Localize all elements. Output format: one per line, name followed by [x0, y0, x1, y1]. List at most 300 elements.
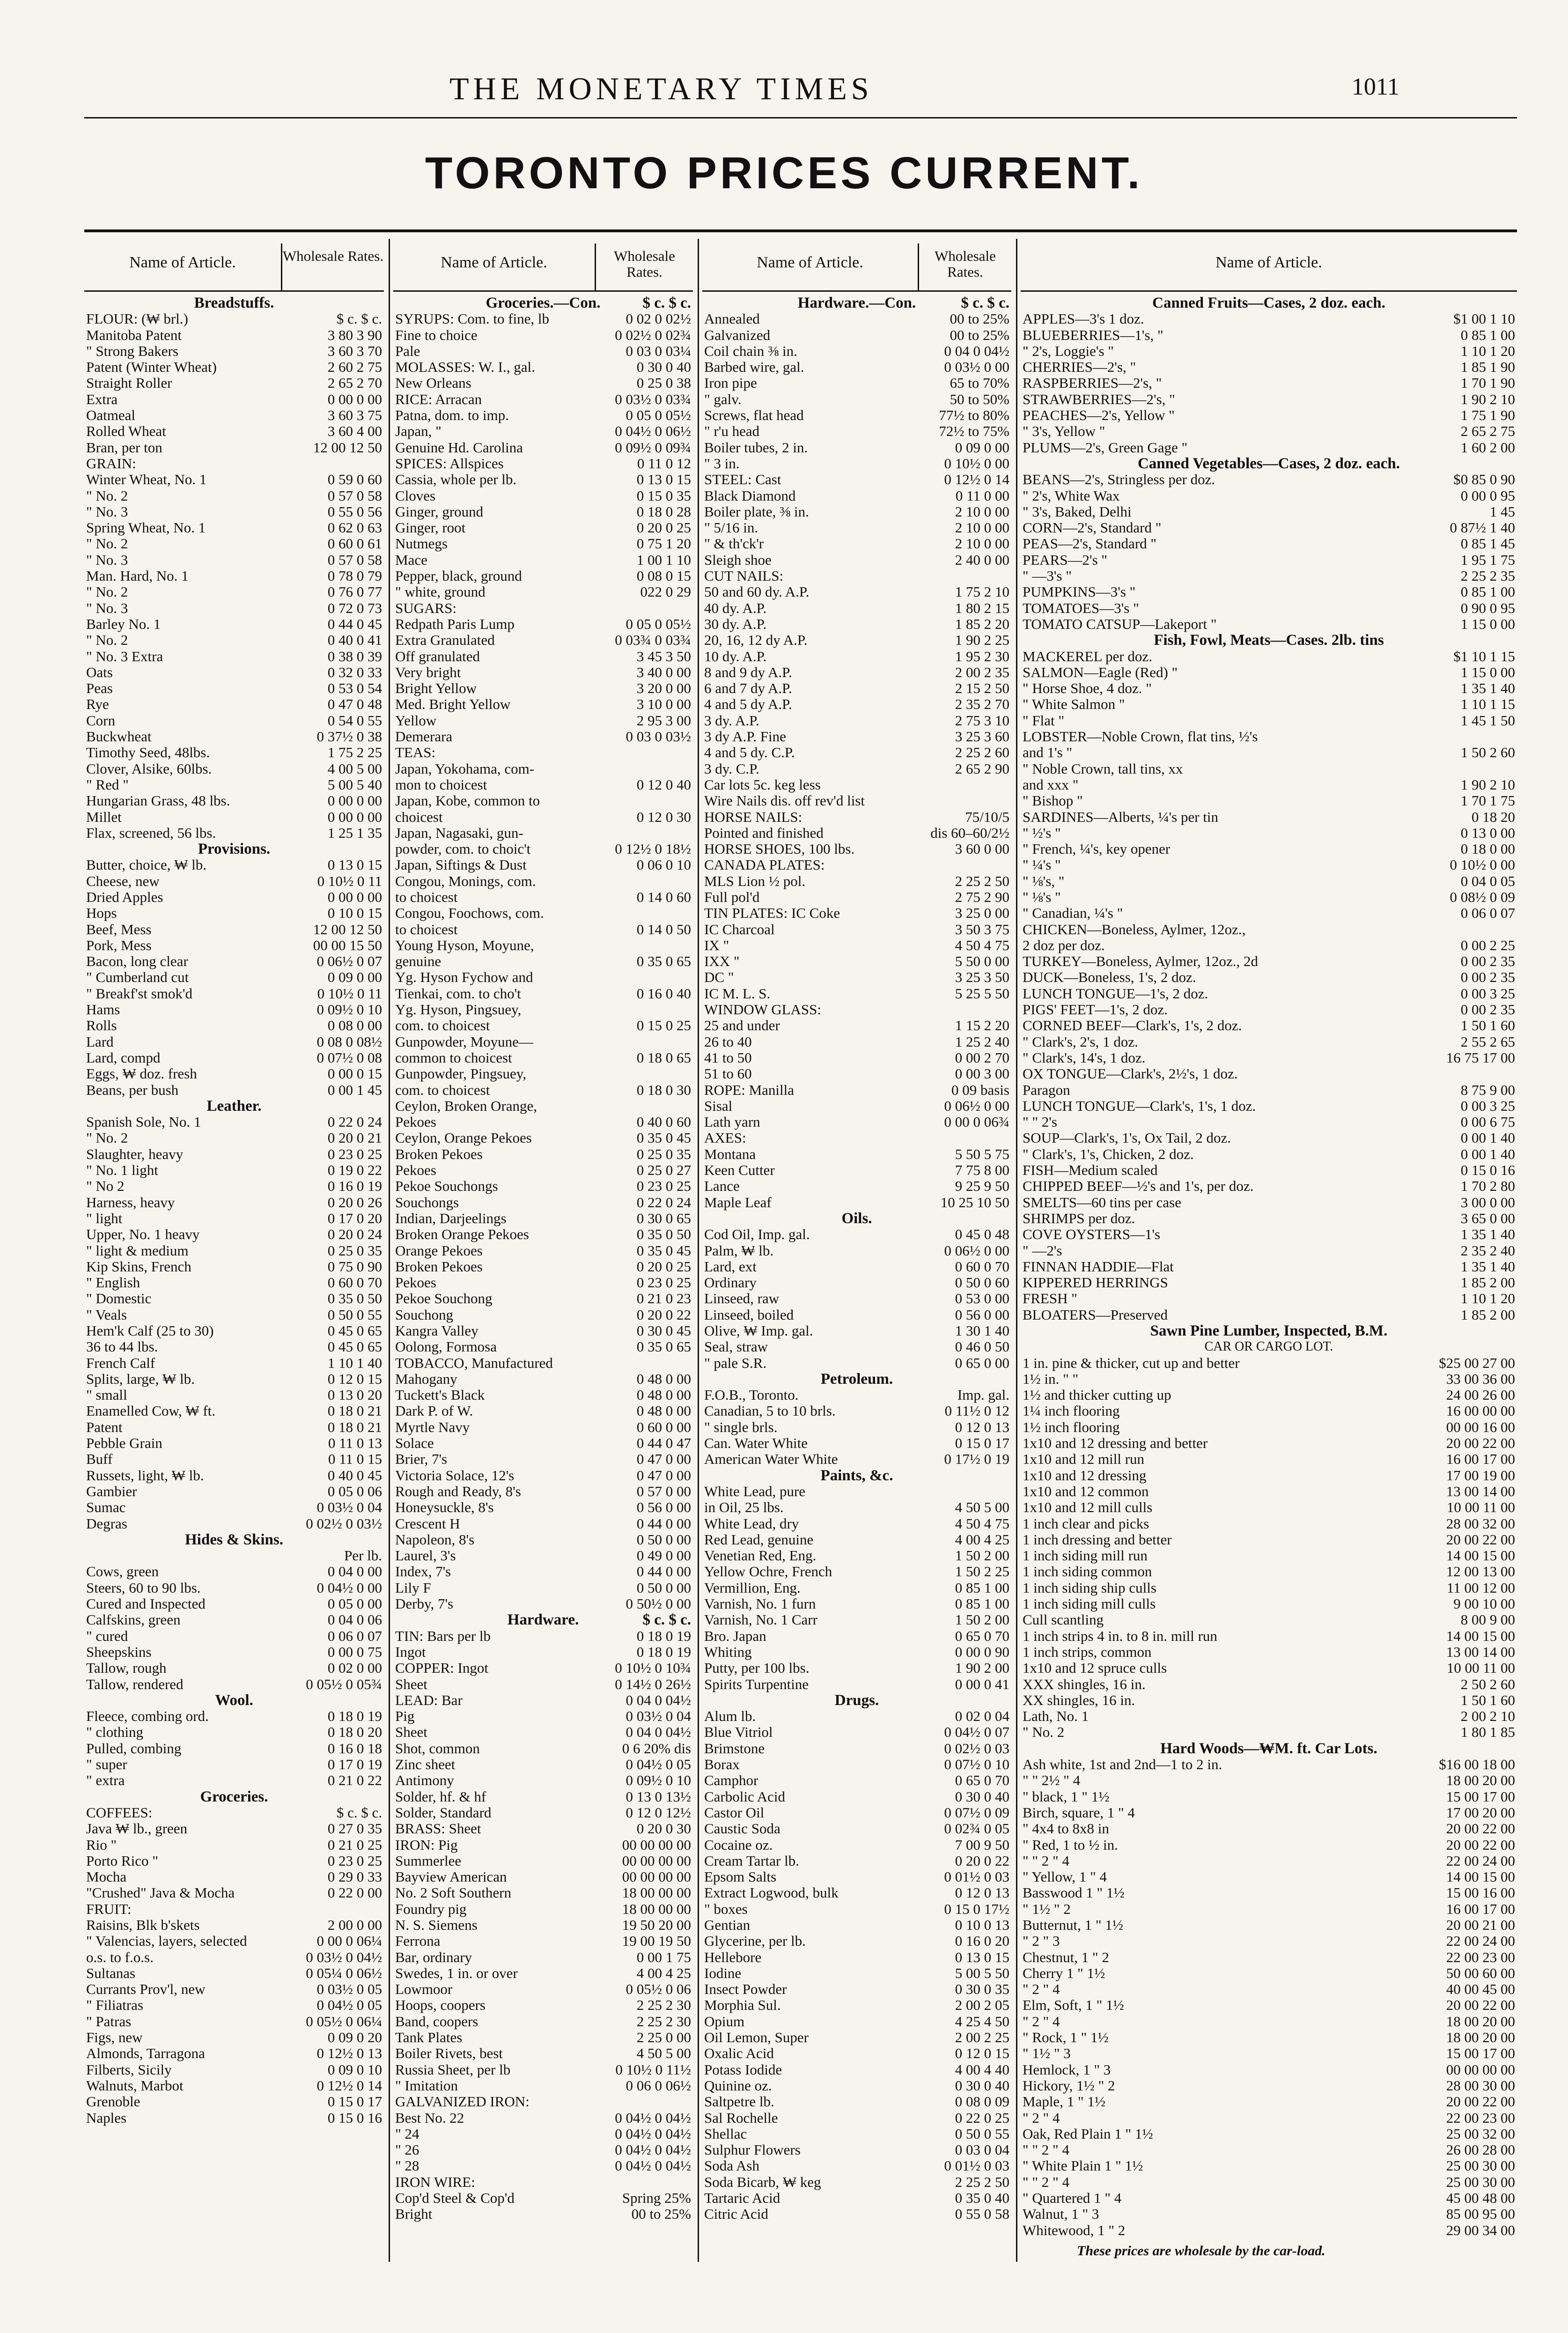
- wholesale-rate: 20 00 22 00: [1446, 2094, 1515, 2110]
- price-row: [1021, 1114, 1517, 1130]
- wholesale-rate: 3 45 3 50: [636, 648, 691, 664]
- article-name: Napoleon, 8's: [395, 1531, 475, 1548]
- wholesale-rate: 12 00 12 50: [313, 439, 382, 456]
- wholesale-rate: 1 30 1 40: [955, 1323, 1009, 1339]
- price-row: [702, 1066, 1011, 1082]
- article-name: IXX ": [704, 953, 740, 970]
- article-name: Boiler plate, ⅜ in.: [704, 503, 809, 520]
- page-number: 1011: [1351, 74, 1399, 100]
- wholesale-rate: 0 44 0 00: [636, 1515, 691, 1532]
- article-name: Castor Oil: [704, 1804, 765, 1821]
- article-name: o.s. to f.o.s.: [86, 1949, 154, 1965]
- article-name: Hoops, coopers: [395, 1997, 486, 2014]
- price-row: [84, 568, 384, 584]
- wholesale-rate: 0 00 0 15: [327, 1066, 382, 1082]
- wholesale-rate: 0 11½ 0 12: [944, 1403, 1009, 1419]
- article-name: Maple, 1 " 1½: [1023, 2094, 1106, 2110]
- article-name: " galv.: [704, 391, 742, 407]
- wholesale-rate: 24 00 26 00: [1446, 1387, 1515, 1403]
- article-name: Hem'k Calf (25 to 30): [86, 1323, 214, 1339]
- article-name: BEANS—2's, Stringless per doz.: [1023, 472, 1215, 488]
- wholesale-rate: 0 10½ 0 10¾: [615, 1660, 691, 1676]
- wholesale-rate: 3 60 3 70: [327, 343, 382, 359]
- article-name: 1 inch clear and picks: [1023, 1515, 1149, 1532]
- article-name: Java ₩ lb., green: [86, 1821, 188, 1837]
- article-name: Birch, square, 1 " 4: [1023, 1804, 1135, 1821]
- article-name: " Imitation: [395, 2077, 458, 2094]
- price-row: [702, 1451, 1011, 1467]
- price-row: [702, 536, 1011, 552]
- article-name: Epsom Salts: [704, 1869, 777, 1885]
- price-row: [84, 632, 384, 648]
- article-name: Sumac: [86, 1499, 126, 1516]
- wholesale-rate: $ c. $ c.: [642, 295, 691, 311]
- wholesale-rate: 0 21 0 23: [636, 1291, 691, 1307]
- name-header: Name of Article.: [129, 254, 236, 271]
- wholesale-rate: 4 00 4 25: [955, 1531, 1009, 1548]
- article-name: " ¼'s ": [1023, 857, 1061, 873]
- wholesale-rate: 0 00 0 00: [327, 889, 382, 905]
- article-name: " boxes: [704, 1901, 748, 1917]
- article-name: Hickory, 1½ " 2: [1023, 2077, 1115, 2094]
- price-row: [84, 777, 384, 793]
- wholesale-rate: 0 14 0 50: [636, 921, 691, 938]
- wholesale-rate: 0 09 0 00: [327, 969, 382, 986]
- article-name: COFFEES:: [86, 1804, 153, 1821]
- wholesale-rate: 1 45: [1489, 503, 1515, 520]
- price-row: [1021, 1532, 1517, 1548]
- wholesale-rate: 0 35 0 65: [636, 953, 691, 970]
- price-row: [1021, 1821, 1517, 1837]
- wholesale-rate: 0 00 2 35: [1460, 953, 1515, 970]
- wholesale-rate: 10 00 11 00: [1446, 1660, 1515, 1676]
- column-body: [84, 295, 384, 2262]
- wholesale-rate: 15 00 17 00: [1446, 2045, 1515, 2062]
- wholesale-rate: 22 00 24 00: [1446, 1853, 1515, 1869]
- price-row: [393, 2014, 693, 2030]
- price-row: [393, 1195, 693, 1211]
- article-name: Lard, ext: [704, 1258, 757, 1275]
- price-row: [702, 2110, 1011, 2126]
- price-row: [1021, 1419, 1517, 1435]
- wholesale-rate: 0 13 0 13½: [626, 1788, 691, 1805]
- article-name: Alum lb.: [704, 1708, 756, 1725]
- price-row: [393, 922, 693, 938]
- wholesale-rate: 0 22 0 25: [955, 2110, 1009, 2126]
- price-row: [84, 745, 384, 760]
- price-row: [1021, 1259, 1517, 1275]
- section-heading: [702, 1371, 1011, 1387]
- article-name: Splits, large, ₩ lb.: [86, 1371, 195, 1387]
- price-row: [393, 616, 693, 632]
- article-name: Opium: [704, 2013, 745, 2030]
- wholesale-rate: 10 25 10 50: [940, 1194, 1009, 1211]
- price-row: [1021, 1066, 1517, 1082]
- wholesale-rate: 1 50 1 60: [1460, 1692, 1515, 1708]
- article-name: " Domestic: [86, 1291, 152, 1307]
- price-row: [702, 1901, 1011, 1917]
- wholesale-rate: 0 03¾ 0 03¾: [615, 632, 691, 649]
- wholesale-rate: 2 25 2 60: [955, 745, 1009, 761]
- wholesale-rate: 0 23 0 25: [327, 1853, 382, 1869]
- price-row: [1021, 2158, 1517, 2174]
- price-row: [702, 1403, 1011, 1419]
- article-name: Barley No. 1: [86, 616, 161, 632]
- article-name: " super: [86, 1757, 127, 1773]
- article-name: 50 and 60 dy. A.P.: [704, 584, 810, 600]
- article-name: Sisal: [704, 1098, 733, 1114]
- price-row: [1021, 472, 1517, 487]
- article-name: 36 to 44 lbs.: [86, 1339, 158, 1355]
- article-name: CORN—2's, Standard ": [1023, 520, 1162, 536]
- article-name: Tallow, rendered: [86, 1676, 184, 1692]
- price-row: [702, 1195, 1011, 1211]
- wholesale-rate: 0 05¼ 0 06½: [306, 1965, 382, 1981]
- article-name: 1½ inch flooring: [1023, 1419, 1120, 1435]
- wholesale-rate: 0 09 0 20: [327, 2030, 382, 2046]
- article-name: XXX shingles, 16 in.: [1023, 1676, 1146, 1692]
- price-row: [393, 1772, 693, 1788]
- price-row: [1021, 680, 1517, 696]
- article-name: " Breakf'st smok'd: [86, 985, 193, 1002]
- price-row: [1021, 1949, 1517, 1965]
- wholesale-rate: 0 12 0 13: [955, 1885, 1009, 1901]
- wholesale-rate: 0 10½ 0 11: [317, 873, 382, 889]
- price-row: [84, 391, 384, 407]
- price-row: [393, 938, 693, 953]
- article-name: " No. 2: [86, 632, 128, 649]
- article-name: Congou, Monings, com.: [395, 873, 536, 889]
- wholesale-rate: 0 62 0 63: [327, 520, 382, 536]
- wholesale-rate: 0 6 20% dis: [622, 1740, 691, 1757]
- price-row: [702, 2158, 1011, 2174]
- price-row: [702, 423, 1011, 439]
- wholesale-rate: 1 70 1 90: [1460, 375, 1515, 391]
- article-name: Almonds, Tarragona: [86, 2045, 205, 2062]
- article-name: Potass Iodide: [704, 2061, 782, 2078]
- article-name: " 1½ " 3: [1023, 2045, 1071, 2062]
- wholesale-rate: 0 57 0 58: [327, 552, 382, 568]
- price-row: [84, 1564, 384, 1580]
- wholesale-rate: 0 15 0 25: [636, 1018, 691, 1034]
- wholesale-rate: 0 13 0 15: [955, 1949, 1009, 1965]
- wholesale-rate: 0 23 0 25: [636, 1178, 691, 1195]
- article-name: Red Lead, genuine: [704, 1531, 814, 1548]
- article-name: Saltpetre lb.: [704, 2094, 774, 2110]
- price-row: [702, 1580, 1011, 1596]
- wholesale-rate: 0 06 0 07: [1460, 905, 1515, 922]
- wholesale-rate: 0 56 0 00: [636, 1499, 691, 1516]
- wholesale-rate: 0 00 1 45: [327, 1082, 382, 1098]
- article-name: Pig: [395, 1708, 415, 1725]
- article-name: Peas: [86, 680, 113, 697]
- article-name: " No. 2: [86, 536, 128, 552]
- price-row: [1021, 1275, 1517, 1291]
- wholesale-rate: 0 18 0 20: [327, 1724, 382, 1741]
- article-name: Gentian: [704, 1917, 751, 1933]
- wholesale-rate: 0 65 0 70: [955, 1628, 1009, 1644]
- price-row: [84, 1596, 384, 1612]
- price-row: [702, 1805, 1011, 1821]
- wholesale-rate: 0 00 0 00: [327, 391, 382, 407]
- wholesale-rate: 33 00 36 00: [1446, 1371, 1515, 1387]
- wholesale-rate: 00 00 00 00: [622, 1837, 691, 1853]
- price-row: [702, 1676, 1011, 1692]
- price-row: [1021, 391, 1517, 407]
- article-name: Drugs.: [834, 1692, 879, 1709]
- wholesale-rate: 0 01½ 0 03: [944, 1869, 1009, 1885]
- price-row: [393, 761, 693, 777]
- article-name: Linseed, raw: [704, 1291, 780, 1307]
- wholesale-rate: 0 04 0 04½: [944, 343, 1009, 359]
- price-row: [702, 809, 1011, 825]
- price-row: [84, 1226, 384, 1242]
- wholesale-rate: 2 35 2 40: [1460, 1242, 1515, 1259]
- price-row: [393, 1853, 693, 1869]
- article-name: Cows, green: [86, 1564, 159, 1580]
- wholesale-rate: 0 08 0 15: [636, 568, 691, 584]
- price-row: [1021, 440, 1517, 456]
- wholesale-rate: 16 00 17 00: [1446, 1901, 1515, 1917]
- wholesale-rate: 2 55 2 65: [1460, 1034, 1515, 1050]
- article-name: Hardware.—Con.: [797, 295, 916, 311]
- price-row: [702, 1789, 1011, 1805]
- price-row: [393, 632, 693, 648]
- price-row: [84, 857, 384, 873]
- wholesale-rate: 1 80 1 85: [1460, 1724, 1515, 1741]
- price-row: [702, 1499, 1011, 1515]
- price-row: [393, 2045, 693, 2061]
- price-row: [393, 1548, 693, 1564]
- wholesale-rate: 0 85 1 00: [1460, 584, 1515, 600]
- article-name: RASPBERRIES—2's, ": [1023, 375, 1162, 391]
- price-row: [393, 986, 693, 1002]
- price-row: [702, 616, 1011, 632]
- article-name: Orange Pekoes: [395, 1242, 483, 1259]
- price-row: [702, 311, 1011, 327]
- wholesale-rate: 0 11 0 00: [955, 487, 1009, 504]
- article-name: Kangra Valley: [395, 1323, 478, 1339]
- article-name: Bran, per ton: [86, 439, 162, 456]
- article-name: 1 inch strips, common: [1023, 1644, 1152, 1660]
- price-row: [1021, 1291, 1517, 1307]
- section-heading: [84, 1789, 384, 1805]
- wholesale-rate: $25 00 27 00: [1439, 1355, 1515, 1371]
- wholesale-rate: 2 35 2 70: [955, 696, 1009, 713]
- article-name: Oil Lemon, Super: [704, 2030, 809, 2046]
- wholesale-rate: 0 10 0 13: [955, 1917, 1009, 1933]
- price-row: [702, 1917, 1011, 1933]
- price-row: [702, 407, 1011, 423]
- price-row: [702, 1082, 1011, 1098]
- wholesale-rate: 0 30 0 45: [636, 1323, 691, 1339]
- article-name: Soda Ash: [704, 2158, 759, 2174]
- article-name: Foundry pig: [395, 1901, 467, 1917]
- price-row: [393, 2110, 693, 2126]
- wholesale-rate: 8 00 9 00: [1460, 1612, 1515, 1628]
- price-row: [393, 1564, 693, 1580]
- wholesale-rate: 12 00 12 50: [313, 921, 382, 938]
- article-name: " 3's, Yellow ": [1023, 423, 1105, 440]
- price-row: [84, 680, 384, 696]
- price-row: [393, 1965, 693, 1981]
- price-column-1: [84, 239, 384, 2262]
- wholesale-rate: 0 12 0 30: [636, 809, 691, 825]
- wholesale-rate: 12 00 13 00: [1446, 1564, 1515, 1580]
- price-row: [1021, 423, 1517, 439]
- price-row: [702, 2126, 1011, 2142]
- price-row: [1021, 649, 1517, 664]
- price-row: [84, 536, 384, 552]
- wholesale-rate: 0 07½ 0 10: [944, 1757, 1009, 1773]
- wholesale-rate: 13 00 14 00: [1446, 1644, 1515, 1660]
- wholesale-rate: 1 15 0 00: [1460, 664, 1515, 680]
- article-name: COVE OYSTERS—1's: [1023, 1226, 1161, 1243]
- article-name: Breadstuffs.: [194, 295, 274, 311]
- price-row: [84, 1403, 384, 1419]
- price-row: [84, 1917, 384, 1933]
- wholesale-rate: 45 00 48 00: [1446, 2190, 1515, 2207]
- price-row: [84, 1499, 384, 1515]
- wholesale-rate: 1 50 2 25: [955, 1564, 1009, 1580]
- wholesale-rate: 72½ to 75%: [939, 423, 1009, 440]
- price-row: [702, 1548, 1011, 1564]
- rates-header: Wholesale Rates.: [281, 244, 384, 290]
- wholesale-rate: 0 15 0 17: [955, 1435, 1009, 1452]
- article-name: " Flat ": [1023, 712, 1065, 729]
- wholesale-rate: 5 50 5 75: [955, 1146, 1009, 1162]
- price-row: [702, 1837, 1011, 1853]
- price-row: [1021, 793, 1517, 809]
- article-name: CORNED BEEF—Clark's, 1's, 2 doz.: [1023, 1018, 1242, 1034]
- price-row: [84, 1724, 384, 1740]
- price-row: [84, 1676, 384, 1692]
- article-name: 26 to 40: [704, 1034, 752, 1050]
- price-row: [393, 1066, 693, 1082]
- wholesale-rate: 0 60 0 00: [636, 1419, 691, 1435]
- wholesale-rate: 0 21 0 25: [327, 1837, 382, 1853]
- running-title: THE MONETARY TIMES: [449, 71, 873, 106]
- article-name: FISH—Medium scaled: [1023, 1162, 1158, 1179]
- price-row: [702, 873, 1011, 889]
- price-row: [1021, 2030, 1517, 2045]
- price-row: [1021, 1805, 1517, 1821]
- price-row: [1021, 938, 1517, 953]
- wholesale-rate: 0 12 0 12½: [626, 1804, 691, 1821]
- price-row: [1021, 2126, 1517, 2142]
- article-name: Upper, No. 1 heavy: [86, 1226, 200, 1243]
- article-name: Beef, Mess: [86, 921, 152, 938]
- price-row: [702, 343, 1011, 359]
- price-row: [1021, 1676, 1517, 1692]
- article-name: " 5/16 in.: [704, 520, 758, 536]
- article-name: " Rock, 1 " 1½: [1023, 2030, 1109, 2046]
- price-row: [1021, 1403, 1517, 1419]
- price-row: [393, 1018, 693, 1034]
- price-row: [1021, 1901, 1517, 1917]
- article-name: HORSE SHOES, 100 lbs.: [704, 841, 855, 857]
- article-name: Derby, 7's: [395, 1596, 454, 1612]
- wholesale-rate: 0 18 0 28: [636, 503, 691, 520]
- section-heading: [84, 841, 384, 857]
- wholesale-rate: 29 00 34 00: [1446, 2222, 1515, 2238]
- article-name: Dark P. of W.: [395, 1403, 473, 1419]
- wholesale-rate: 2 25 2 35: [1460, 568, 1515, 584]
- wholesale-rate: 3 25 3 60: [955, 729, 1009, 745]
- price-row: [702, 1484, 1011, 1499]
- wholesale-rate: 00 00 00 00: [622, 1853, 691, 1869]
- wholesale-rate: 0 56 0 00: [955, 1307, 1009, 1323]
- article-name: " Red, 1 to ½ in.: [1023, 1837, 1118, 1853]
- wholesale-rate: 2 00 2 25: [955, 2030, 1009, 2046]
- article-name: " No. 3 Extra: [86, 648, 163, 664]
- price-row: [1021, 1146, 1517, 1162]
- article-name: Provisions.: [198, 841, 271, 857]
- price-row: [393, 857, 693, 873]
- price-row: [393, 1596, 693, 1612]
- article-name: 1x10 and 12 common: [1023, 1483, 1149, 1499]
- article-name: Filberts, Sicily: [86, 2061, 172, 2078]
- article-name: Brimstone: [704, 1740, 765, 1757]
- article-name: HORSE NAILS:: [704, 809, 802, 825]
- article-name: GRAIN:: [86, 455, 136, 472]
- wholesale-rate: 0 09 basis: [951, 1082, 1009, 1098]
- price-row: [84, 1082, 384, 1098]
- price-row: [84, 1821, 384, 1837]
- price-row: [1021, 825, 1517, 841]
- price-row: [393, 327, 693, 343]
- price-row: [1021, 1018, 1517, 1034]
- wholesale-rate: 0 35 0 45: [636, 1130, 691, 1146]
- price-row: [702, 1243, 1011, 1259]
- section-heading: [1021, 456, 1517, 472]
- article-name: Soda Bicarb, ₩ keg: [704, 2174, 821, 2190]
- price-row: [1021, 1997, 1517, 2013]
- wholesale-rate: 2 00 2 35: [955, 664, 1009, 680]
- article-name: Glycerine, per lb.: [704, 1933, 806, 1949]
- wholesale-rate: 0 12 0 15: [327, 1371, 382, 1387]
- wholesale-rate: 0 04 0 04½: [626, 1692, 691, 1708]
- wholesale-rate: 1 50 2 00: [955, 1548, 1009, 1564]
- wholesale-rate: 0 03½ 0 03¾: [615, 391, 691, 407]
- wholesale-rate: 1 10 1 15: [1460, 696, 1515, 713]
- article-name: Pale: [395, 343, 420, 359]
- article-name: 3 dy. C.P.: [704, 760, 759, 777]
- article-name: STRAWBERRIES—2's, ": [1023, 391, 1175, 407]
- price-row: [393, 2158, 693, 2174]
- article-name: BRASS: Sheet: [395, 1821, 481, 1837]
- price-row: [702, 2206, 1011, 2222]
- article-name: Coil chain ⅜ in.: [704, 343, 797, 359]
- article-name: Olive, ₩ Imp. gal.: [704, 1323, 813, 1339]
- article-name: " white, ground: [395, 584, 486, 600]
- article-name: Raisins, Blk b'skets: [86, 1917, 200, 1933]
- wholesale-rate: 0 12 0 13: [955, 1419, 1009, 1435]
- article-name: Sultanas: [86, 1965, 136, 1981]
- price-row: [1021, 1853, 1517, 1869]
- article-name: Rye: [86, 696, 109, 713]
- price-row: [393, 1178, 693, 1194]
- price-row: [702, 1885, 1011, 1901]
- article-name: Tallow, rough: [86, 1660, 167, 1676]
- article-name: SHRIMPS per doz.: [1023, 1210, 1135, 1226]
- price-row: [702, 1981, 1011, 1997]
- price-row: [84, 1981, 384, 1997]
- price-row: [1021, 1837, 1517, 1853]
- article-name: 4 and 5 dy A.P.: [704, 696, 792, 713]
- wholesale-rate: 0 50 0 55: [955, 2126, 1009, 2142]
- wholesale-rate: 0 13 0 15: [636, 472, 691, 488]
